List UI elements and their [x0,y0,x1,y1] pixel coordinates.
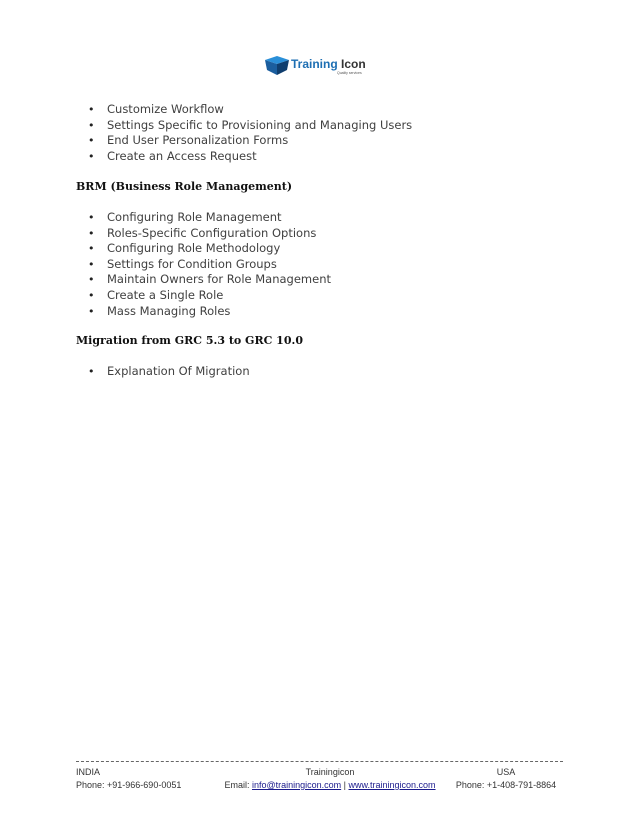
list-item: • Configuring Role Methodology [0,241,331,257]
list-item: • Settings for Condition Groups [0,257,331,273]
footer-contact-line [210,779,450,792]
list-item: • Create an Access Request [0,149,412,165]
list-item: • Explanation Of Migration [0,364,250,380]
section-heading-brm: BRM (Business Role Management) [76,180,293,193]
footer-usa-title: USA [496,767,516,777]
footer-email-link[interactable]: info@trainingicon.com [251,780,342,790]
list-item: • Maintain Owners for Role Management [0,272,331,288]
footer-india-title: INDIA [76,767,101,777]
footer-company [210,766,450,792]
list-item: • Configuring Role Management [0,210,331,226]
footer-separator: | [341,780,349,790]
footer-usa [450,766,562,792]
list-item: • End User Personalization Forms [0,133,412,149]
workflow-list [0,102,412,164]
list-item: • Roles-Specific Configuration Options [0,226,331,242]
brm-list [0,210,331,319]
list-item: • Mass Managing Roles [0,304,331,320]
footer-usa-phone: Phone: +1-408-791-8864 [455,780,557,790]
footer-website-link[interactable]: www.trainingicon.com [348,780,436,790]
list-item: • Create a Single Role [0,288,331,304]
footer-company-title: Trainingicon [305,767,355,777]
footer-email-label: Email: [224,780,252,790]
logo-tagline: Quality services [337,71,362,75]
logo-text: Training Icon [291,57,366,71]
list-item: • Settings Specific to Provisioning and Managing Users [0,118,412,134]
migration-list [0,364,250,380]
training-icon-logo [263,54,373,78]
footer-india [76,766,181,792]
footer-india-phone: Phone: +91-966-690-0051 [76,780,182,790]
footer-divider [76,761,563,762]
cube-logo-icon [263,54,291,76]
section-heading-migration: Migration from GRC 5.3 to GRC 10.0 [76,334,303,347]
list-item: • Customize Workflow [0,102,412,118]
